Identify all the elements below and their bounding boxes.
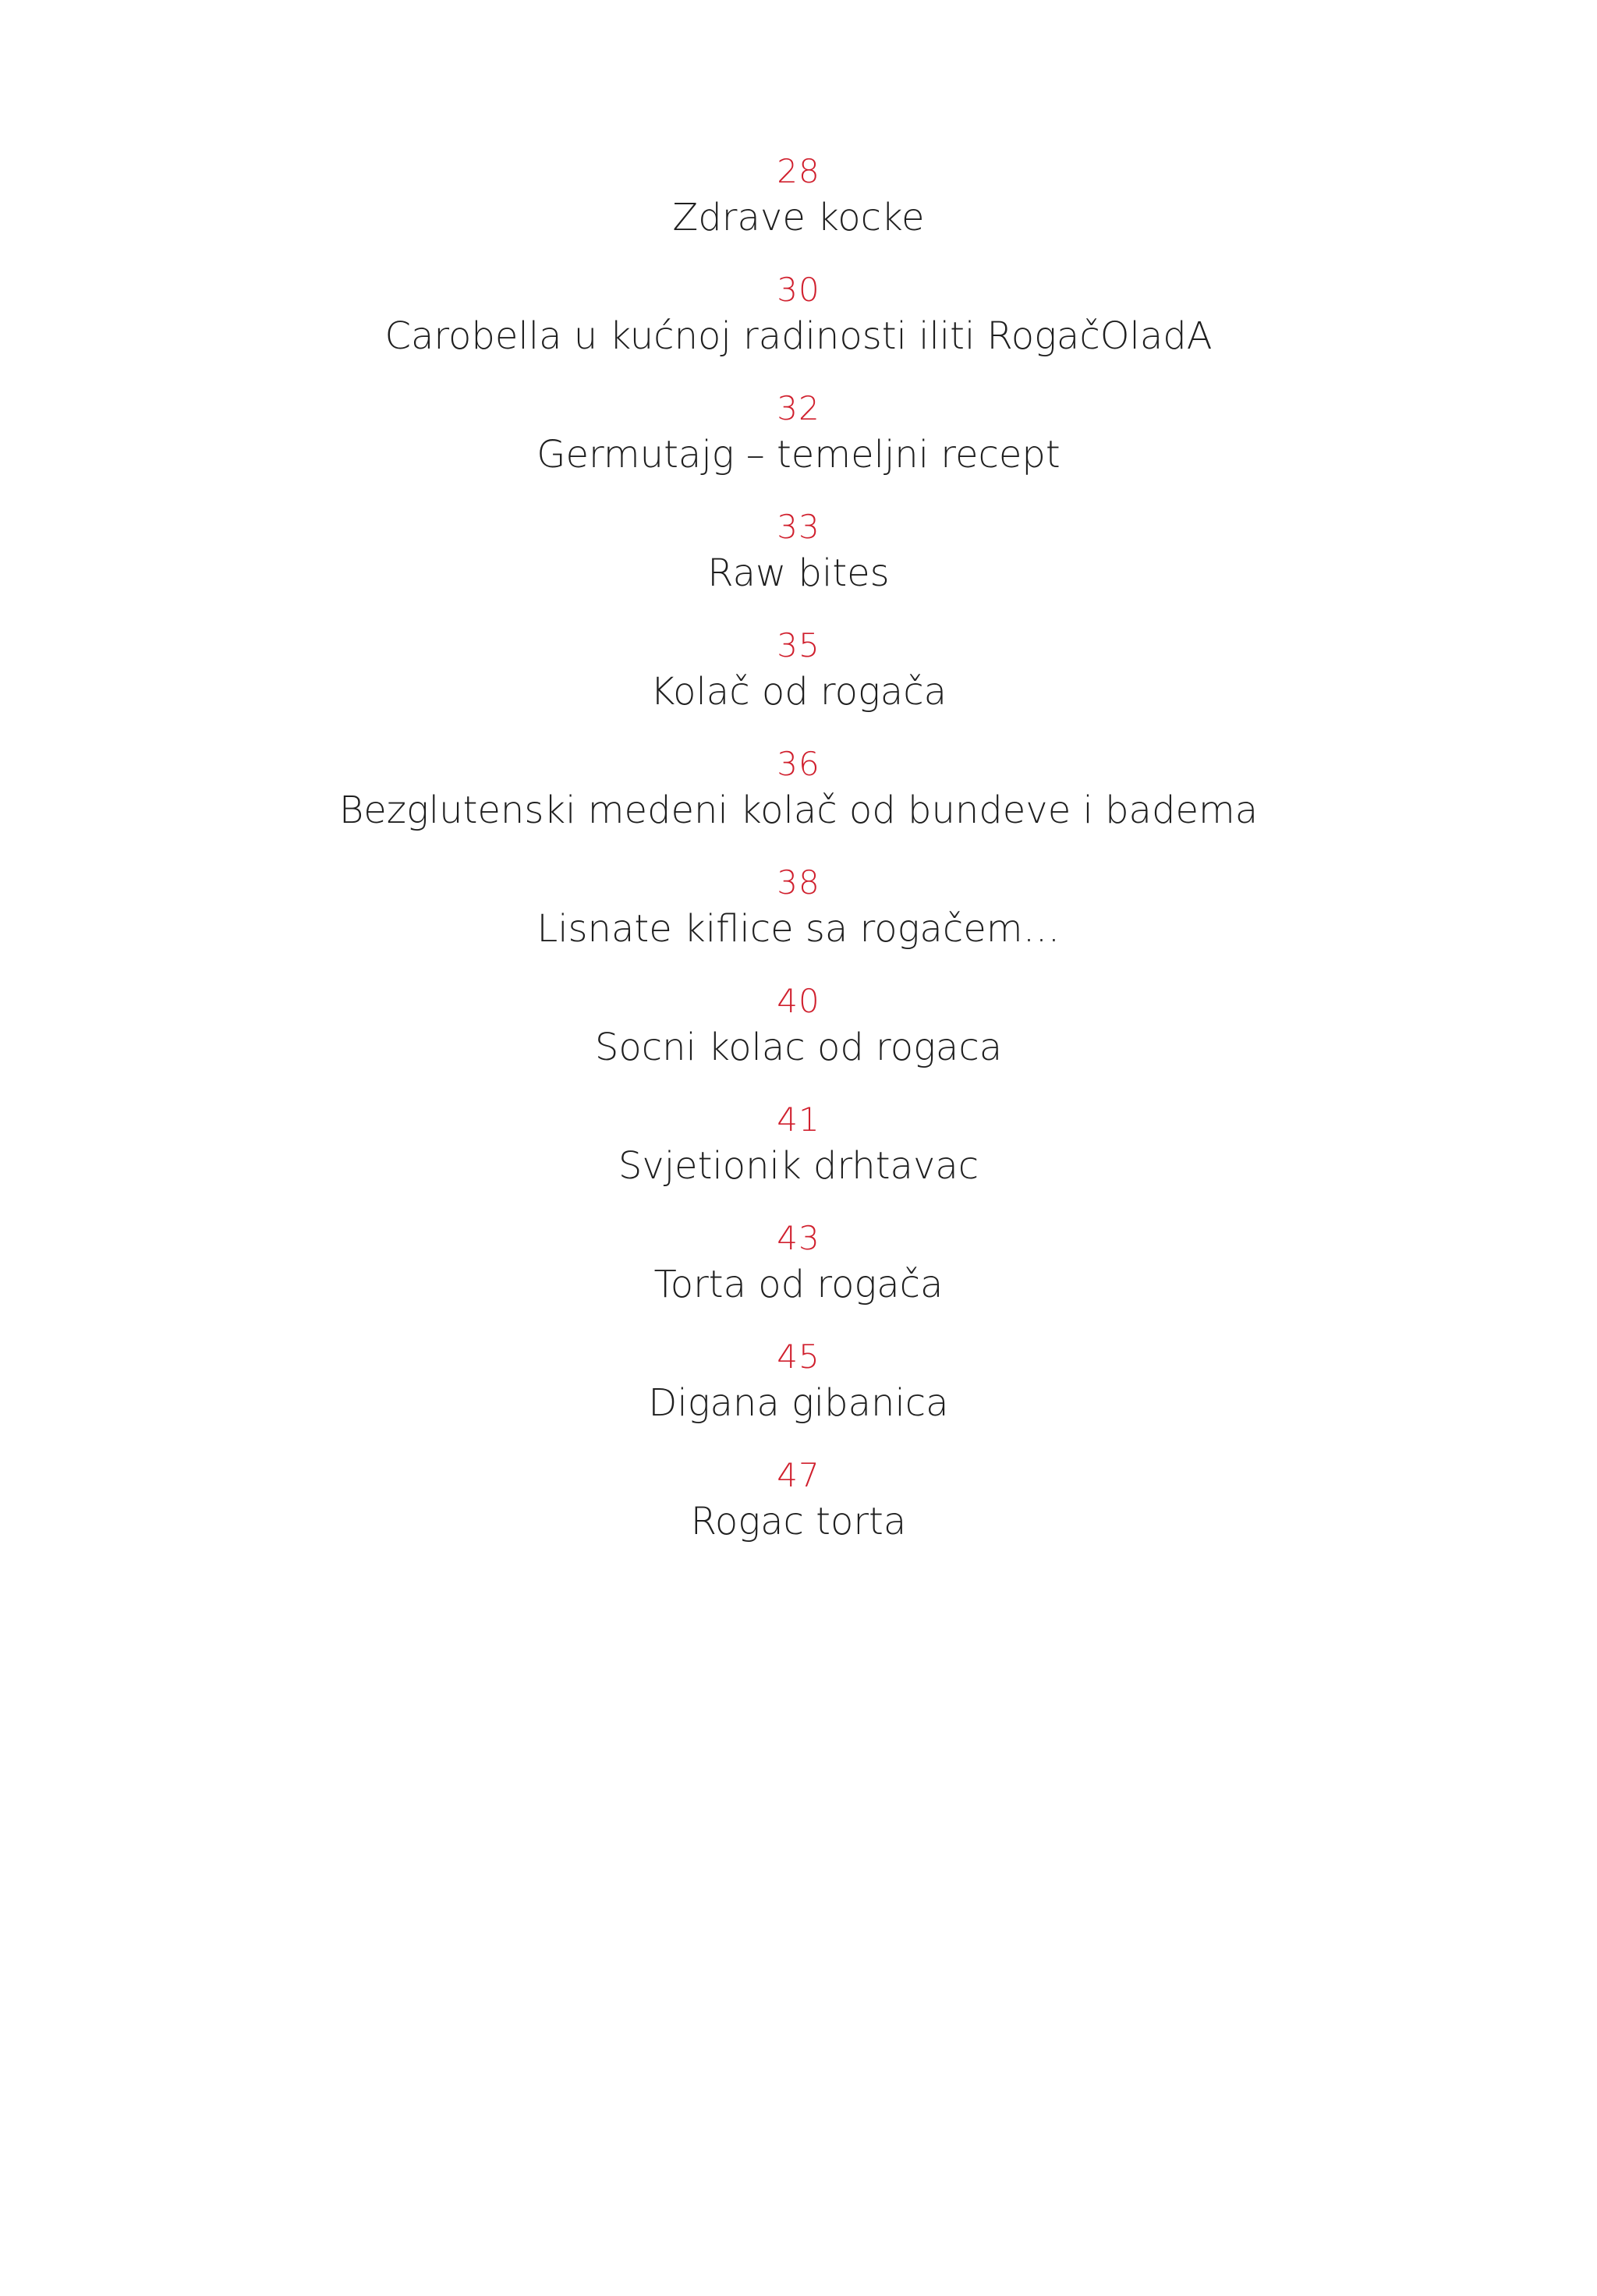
toc-entry[interactable] bbox=[0, 1217, 1597, 1335]
toc-entry[interactable] bbox=[0, 624, 1597, 742]
toc-page-number: 35 bbox=[777, 626, 820, 664]
toc-title: Lisnate kiflice sa rogačem… bbox=[536, 907, 1061, 951]
toc-entry[interactable] bbox=[0, 861, 1597, 980]
toc-entry[interactable] bbox=[0, 980, 1597, 1098]
toc-entry[interactable] bbox=[0, 268, 1597, 387]
toc-title: Torta od rogača bbox=[653, 1263, 944, 1306]
toc-entry[interactable] bbox=[0, 1335, 1597, 1454]
toc-title: Kolač od rogača bbox=[650, 670, 947, 714]
toc-title: Svjetionik drhtavac bbox=[618, 1144, 979, 1188]
toc-page-number: 45 bbox=[777, 1338, 820, 1376]
toc-title: Digana gibanica bbox=[648, 1381, 949, 1425]
toc-page-number: 38 bbox=[777, 863, 820, 902]
toc-title: Socni kolac od rogaca bbox=[594, 1026, 1003, 1069]
toc-title: Germutajg – temeljni recept bbox=[536, 433, 1061, 477]
toc-title: Carobella u kućnoj radinosti iliti RogačOladA bbox=[384, 314, 1213, 358]
toc-page-number: 40 bbox=[777, 982, 820, 1020]
toc-page-number: 28 bbox=[777, 152, 820, 190]
toc-title: Bezglutenski medeni kolač od bundeve i badema bbox=[338, 788, 1259, 832]
toc-page-number: 30 bbox=[777, 271, 820, 309]
toc-entry[interactable] bbox=[0, 505, 1597, 624]
toc-title: Zdrave kocke bbox=[672, 196, 925, 239]
toc-page-number: 47 bbox=[777, 1456, 820, 1494]
toc-page-number: 41 bbox=[777, 1100, 820, 1139]
table-of-contents bbox=[0, 150, 1597, 1572]
toc-entry[interactable] bbox=[0, 387, 1597, 505]
toc-entry[interactable] bbox=[0, 1454, 1597, 1572]
toc-title: Raw bites bbox=[707, 551, 890, 595]
toc-page-number: 32 bbox=[777, 389, 820, 427]
toc-page-number: 33 bbox=[777, 508, 820, 546]
toc-entry[interactable] bbox=[0, 1098, 1597, 1217]
toc-title: Rogac torta bbox=[690, 1500, 907, 1543]
toc-entry[interactable] bbox=[0, 742, 1597, 861]
toc-page-number: 43 bbox=[777, 1219, 820, 1257]
toc-entry[interactable] bbox=[0, 150, 1597, 268]
toc-page-number: 36 bbox=[777, 745, 820, 783]
